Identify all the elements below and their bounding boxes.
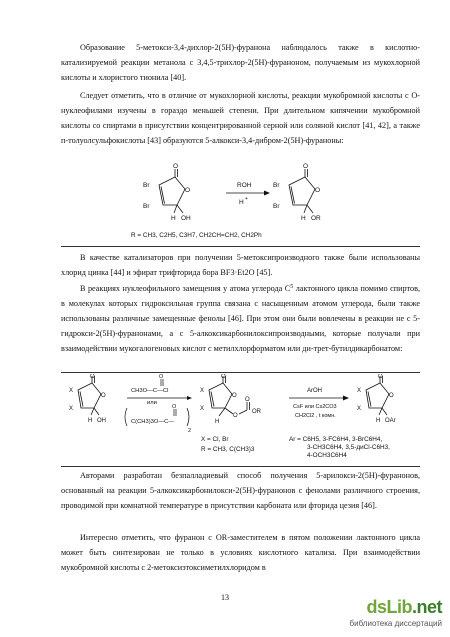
s1-product-o: O bbox=[303, 163, 309, 170]
s2-intermediate-x-top: X bbox=[200, 388, 205, 394]
s2-arrow-bottom-1: CsF или Cs2CO3 bbox=[293, 404, 337, 410]
s1-product-ring-o: O bbox=[315, 187, 321, 194]
s2-product-o: O bbox=[378, 374, 383, 380]
s1-product-br-bottom: Br bbox=[273, 203, 280, 210]
watermark-subtitle: библиотека диссертаций bbox=[349, 619, 442, 628]
s2-product-x-top: X bbox=[357, 388, 362, 394]
scheme-2-legend-ar-2: 3-CH3C6H4, 3,5-диCl-C6H3, bbox=[307, 444, 390, 451]
s2-intermediate-ring-o: O bbox=[232, 393, 237, 399]
s2-reactant-oh: OH bbox=[97, 418, 106, 424]
scheme-2-legend-ar-1: Ar = C6H5, 3-FC6H4, 3-BrC6H4, bbox=[289, 436, 383, 443]
s1-reagent-bottom: H bbox=[239, 199, 244, 206]
scheme-2-legend-ar-3: 4-OCH3C6H4 bbox=[307, 452, 347, 459]
s2-reactant-x-bottom: X bbox=[69, 406, 74, 412]
s1-product-h: H bbox=[301, 215, 306, 222]
s2-intermediate-x-bottom: X bbox=[200, 406, 205, 412]
s2-arrow-top: ArOH bbox=[307, 388, 322, 394]
s2-reagent-2-sub: 2 bbox=[188, 428, 192, 434]
scheme-1-border bbox=[61, 246, 420, 247]
s2-product-x-bottom: X bbox=[357, 406, 362, 412]
s1-reagent-top: ROH bbox=[237, 182, 252, 189]
s2-product-oar: OAr bbox=[385, 418, 396, 424]
s1-product-br-top: Br bbox=[273, 182, 280, 189]
s1-reactant-br-bottom: Br bbox=[143, 203, 150, 210]
svg-text:O: O bbox=[159, 374, 164, 380]
s1-reactant-ring-o: O bbox=[185, 187, 191, 194]
paragraph-5: Авторами разработан безпалладиевый способ получения 5-арилокси-2(5Н)-фуранонов, основанный на реакции 5-алкоксикарбонилокси-2(5Н)-фуранонов с фенолами различного строения, проводимой при комнатной температуре в присутствии карбоната или фторида цезия [46]. bbox=[61, 471, 420, 511]
reaction-scheme-2 bbox=[61, 374, 420, 466]
scheme-2-bottom-border bbox=[61, 466, 420, 467]
watermark-logo-main[interactable]: dsLib bbox=[366, 597, 412, 617]
s2-reactant-o: O bbox=[90, 374, 95, 380]
scheme-2-legend-x: X = Cl, Br bbox=[201, 436, 229, 443]
s2-arrow-bottom-2: CH2Cl2 , t комн. bbox=[295, 413, 336, 419]
s2-product-h: H bbox=[376, 418, 381, 424]
s2-intermediate-or: OR bbox=[252, 409, 261, 415]
scheme-2-legend-r: R = CH3, C(CH3)3 bbox=[201, 446, 255, 453]
scheme-2-top-border bbox=[61, 372, 420, 373]
scheme-1-legend: R = CH3, C2H5, C3H7, CH2CH=CH2, CH2Ph bbox=[131, 232, 262, 239]
s1-reactant-o: O bbox=[173, 163, 179, 170]
s2-reagent-2: C(CH3)3O—C— bbox=[131, 419, 175, 425]
paragraph-3: В качестве катализаторов при получении 5-метоксипроизводного также были использованы хлорид цинка [44] и эфират трифторида бора BF3·Et2O [45]. bbox=[61, 253, 420, 278]
s1-reactant-oh: OH bbox=[181, 215, 191, 222]
s2-reactant-h: H bbox=[88, 418, 93, 424]
page-number: 13 bbox=[221, 593, 229, 602]
s1-product-or: OR bbox=[311, 215, 321, 222]
s2-reagent-1: CH3O—C—Cl bbox=[131, 388, 169, 394]
svg-text:O: O bbox=[233, 413, 238, 419]
watermark[interactable] bbox=[312, 597, 442, 633]
s2-reagent-or: или bbox=[147, 400, 157, 406]
paragraph-4-rest: лактонного цикла помимо спиртов, в молекулах которых гидроксильная группа связана с насыщенным атомом углерода, были также использованы различные замещенные фенолы [46]. При этом они были вовлечены в реакции не с 5-гидрокси-2(5Н)-фуранонами, а с 5-алкоксикарбонилоксипроизводными, которые получали при взаимодействии мукогалогеновых кислот с метилхлорформатом или ди-трет-бутилдикарбонатом: bbox=[61, 284, 420, 354]
s2-reactant-x-top: X bbox=[69, 388, 74, 394]
s2-reactant-ring-o: O bbox=[101, 393, 106, 399]
paragraph-2: Следует отметить, что в отличие от мукохлорной кислоты, реакции мукобромной кислоты с О-нуклеофилами изучены в гораздо меньшей степени. При длительном кипячении мукобромной кислоты со спиртами в присутствии концентрированной серной или соляной кислот [41, 42], а также п-толуолсульфокислоты [43] образуются 5-алкокси-3,4-дибром-2(5Н)-фураноны: bbox=[61, 91, 420, 146]
reaction-scheme-1 bbox=[61, 163, 420, 247]
svg-text:O: O bbox=[245, 397, 250, 403]
s2-intermediate-h: H bbox=[215, 419, 220, 425]
paragraph-6: Интересно отметить, что фуранон с OR-заместителем в пятом положении лактонного цикла может быть синтезирован не только в условиях кислотного катализа. При взаимодействии мукобромной кислоты с 2-метоксиэтоксиметилхлоридом в bbox=[61, 533, 420, 573]
paragraph-4-superscript: 5 bbox=[290, 284, 294, 290]
svg-text:O: O bbox=[172, 404, 177, 410]
watermark-logo-domain[interactable]: .net bbox=[411, 597, 442, 617]
s1-reagent-plus: + bbox=[245, 196, 248, 202]
watermark-logo[interactable] bbox=[366, 597, 442, 618]
paragraph-4-start: В реакциях нуклеофильного замещения у атома углерода C bbox=[80, 284, 291, 293]
s1-reactant-h: H bbox=[171, 215, 176, 222]
s1-reactant-br-top: Br bbox=[143, 182, 150, 189]
s2-product-ring-o: O bbox=[389, 393, 394, 399]
s2-intermediate-o: O bbox=[221, 374, 226, 380]
paragraph-4 bbox=[61, 281, 420, 356]
paragraph-1: Образование 5-метокси-3,4-дихлор-2(5Н)-фуранона наблюдалось также в кислотно-катализируемой реакции метанола с 3,4,5-трихлор-2(5Н)-фураноном, получаемым из мукохлорной кислоты и хлористого тионила [40]. bbox=[61, 43, 420, 83]
